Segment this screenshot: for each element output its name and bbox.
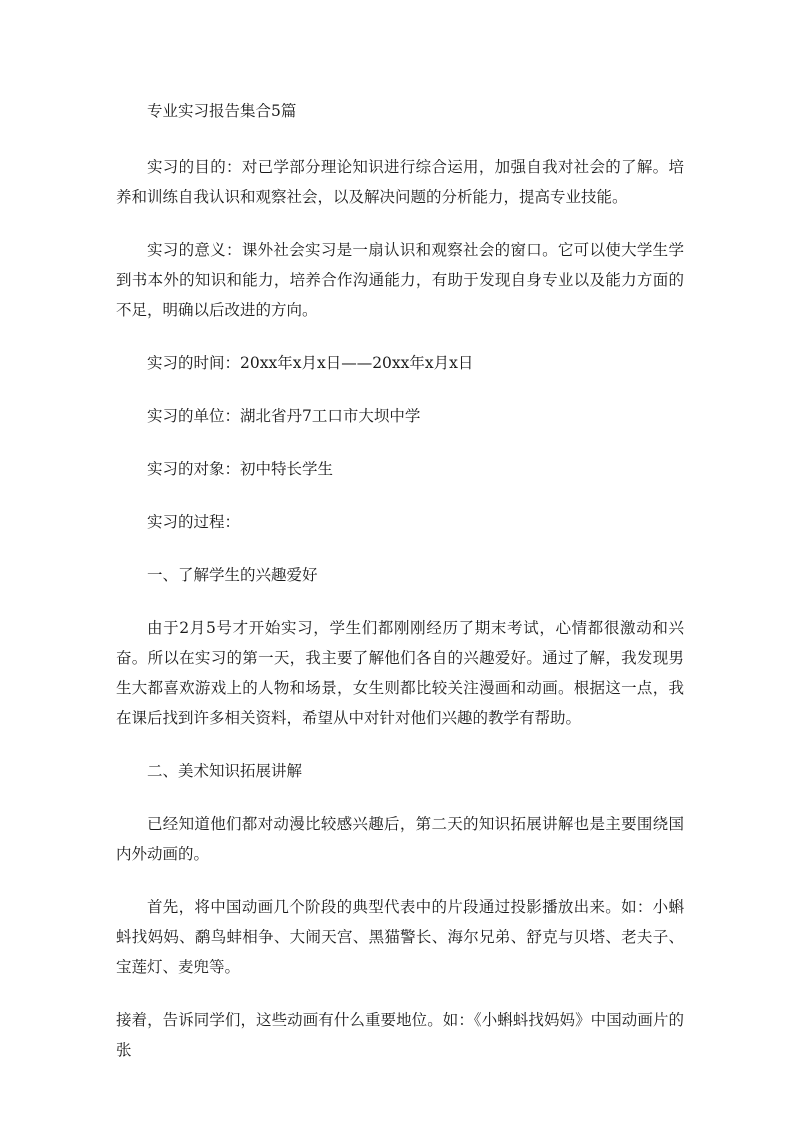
paragraph-time: 实习的时间：20xx年x月x日——20xx年x月x日: [147, 354, 474, 372]
paragraph-target: 实习的对象：初中特长学生: [147, 460, 334, 478]
document-page: [116, 96, 684, 1088]
paragraph-section-2-intro: 已经知道他们都对动漫比较感兴趣后，第二天的知识拓展讲解也是主要围绕国内外动画的。: [116, 815, 684, 863]
paragraph-purpose: 实习的目的：对已学部分理论知识进行综合运用，加强自我对社会的了解。培养和训练自我认识和观察社会，以及解决问题的分析能力，提高专业技能。: [116, 158, 684, 206]
paragraph-unit: 实习的单位：湖北省丹7工口市大坝中学: [147, 407, 421, 425]
paragraph-first: 首先，将中国动画几个阶段的典型代表中的片段通过投影播放出来。如：小蝌蚪找妈妈、鹬鸟蚌相争、大闹天宫、黑猫警长、海尔兄弟、舒克与贝塔、老夫子、宝莲灯、麦兜等。: [116, 898, 684, 976]
paragraph-next: 接着，告诉同学们，这些动画有什么重要地位。如：《小蝌蚪找妈妈》中国动画片的张: [116, 1011, 684, 1059]
paragraph-significance: 实习的意义：课外社会实习是一扇认识和观察社会的窗口。它可以使大学生学到书本外的知识和能力，培养合作沟通能力，有助于发现自身专业以及能力方面的不足，明确以后改进的方向。: [116, 241, 684, 319]
document-title: 专业实习报告集合5篇: [147, 102, 297, 120]
section-heading-1: 一、了解学生的兴趣爱好: [147, 566, 318, 584]
paragraph-section-1: 由于2月5号才开始实习，学生们都刚刚经历了期末考试，心情都很激动和兴奋。所以在实习的第一天，我主要了解他们各自的兴趣爱好。通过了解，我发现男生大都喜欢游戏上的人物和场景，女生则都比较关注漫画和动画。根据这一点，我在课后找到许多相关资料，希望从中对针对他们兴趣的教学有帮助。: [116, 619, 684, 727]
paragraph-process: 实习的过程：: [147, 513, 241, 531]
section-heading-2: 二、美术知识拓展讲解: [147, 762, 303, 780]
